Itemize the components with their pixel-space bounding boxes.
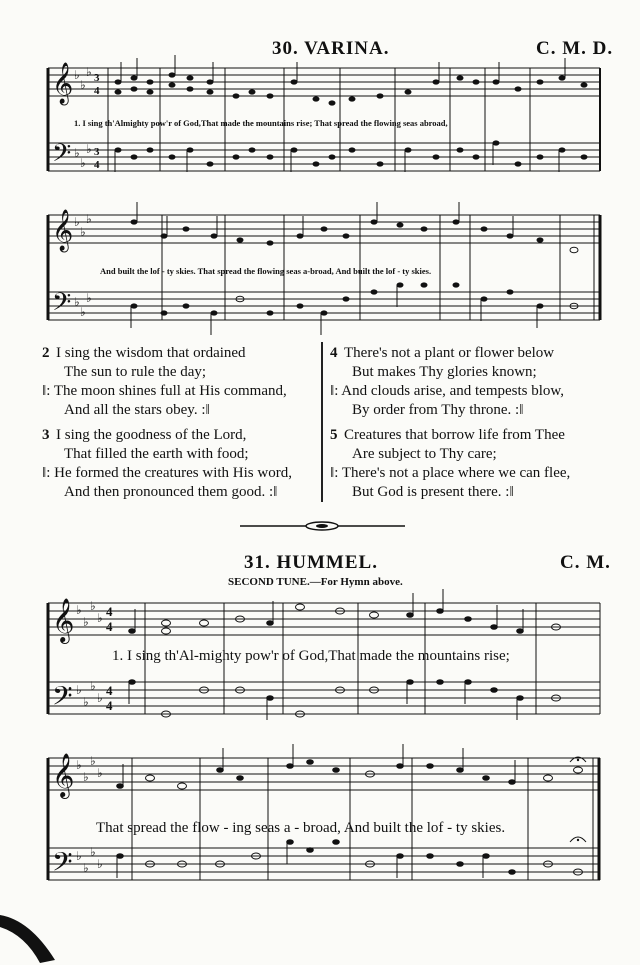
svg-text:♭: ♭ <box>83 615 89 629</box>
svg-text:𝄢: 𝄢 <box>52 139 72 174</box>
svg-text:♭: ♭ <box>97 691 103 705</box>
svg-text:♭: ♭ <box>86 212 92 226</box>
svg-text:𝄢: 𝄢 <box>52 680 73 718</box>
svg-text:♭: ♭ <box>80 156 86 170</box>
svg-text:4: 4 <box>94 85 100 97</box>
svg-text:𝄞: 𝄞 <box>52 63 74 104</box>
svg-text:♭: ♭ <box>86 142 92 156</box>
svg-text:4: 4 <box>94 159 100 171</box>
verse-3: 3 I sing the goodness of the Lord, That filled the earth with food; ‖: He formed the creatures with His word, And then pronounced them good. :‖ <box>42 427 292 500</box>
svg-text:♭: ♭ <box>74 146 80 160</box>
svg-text:♭: ♭ <box>76 683 82 697</box>
page-scan-artifact <box>0 895 80 965</box>
svg-text:♭: ♭ <box>83 770 89 784</box>
svg-text:♭: ♭ <box>76 603 82 617</box>
svg-text:𝄢: 𝄢 <box>52 288 72 323</box>
svg-text:𝄞: 𝄞 <box>52 210 74 251</box>
svg-text:♭: ♭ <box>90 754 96 768</box>
hymn30-lyric-line2: And built the lof - ty skies. That spread the flowing seas a-broad, And built the lof - ty skies. <box>100 266 432 276</box>
svg-text:♭: ♭ <box>97 766 103 780</box>
verse-2: 2 I sing the wisdom that ordained The sun to rule the day; ‖: The moon shines full at His command, And all the stars obey. :‖ <box>42 345 287 418</box>
svg-text:♭: ♭ <box>86 291 92 305</box>
svg-text:♭: ♭ <box>76 849 82 863</box>
svg-text:♭: ♭ <box>90 599 96 613</box>
svg-text:♭: ♭ <box>80 78 86 92</box>
svg-text:♭: ♭ <box>74 215 80 229</box>
hymn31-title: 31. HUMMEL. <box>244 552 378 573</box>
svg-text:♭: ♭ <box>90 679 96 693</box>
svg-text:4: 4 <box>106 604 113 619</box>
svg-text:♭: ♭ <box>86 65 92 79</box>
svg-text:♭: ♭ <box>97 857 103 871</box>
hymn30-lyric-line1: 1. I sing th'Almighty pow'r of God,That made the mountains rise; That spread the flowing seas abroad, <box>74 118 448 128</box>
svg-text:♭: ♭ <box>80 305 86 319</box>
svg-text:4: 4 <box>106 619 113 634</box>
svg-text:♭: ♭ <box>74 68 80 82</box>
svg-text:4: 4 <box>106 683 113 698</box>
svg-text:4: 4 <box>106 698 113 713</box>
svg-text:♭: ♭ <box>80 225 86 239</box>
svg-text:♭: ♭ <box>76 758 82 772</box>
svg-text:3: 3 <box>94 146 100 158</box>
hymn31-meter: C. M. <box>560 552 611 573</box>
svg-text:♭: ♭ <box>74 295 80 309</box>
verse-5: 5 Creatures that borrow life from Thee Are subject to Thy care; ‖: There's not a place where we can flee, But God is present there. :‖ <box>330 427 571 500</box>
svg-text:♭: ♭ <box>90 845 96 859</box>
hymn30-title: 30. VARINA. <box>272 38 390 59</box>
svg-text:♭: ♭ <box>83 861 89 875</box>
svg-text:𝄞: 𝄞 <box>52 598 75 642</box>
svg-text:3: 3 <box>94 72 100 84</box>
hymn30-meter: C. M. D. <box>536 38 614 59</box>
svg-text:♭: ♭ <box>97 611 103 625</box>
svg-text:♭: ♭ <box>83 695 89 709</box>
hymn31-lyric-line1: 1. I sing th'Al-mighty pow'r of God,That made the mountains rise; <box>112 648 510 664</box>
svg-text:𝄢: 𝄢 <box>52 846 73 884</box>
svg-text:𝄞: 𝄞 <box>52 753 75 797</box>
hymn31-lyric-line2: That spread the flow - ing seas a - broad, And built the lof - ty skies. <box>96 820 506 836</box>
hymn31-subtitle: SECOND TUNE.—For Hymn above. <box>228 576 403 588</box>
verse-4: 4 There's not a plant or flower below But makes Thy glories known; ‖: And clouds arise, and tempests blow, By order from Thy throne. :‖ <box>330 345 565 418</box>
